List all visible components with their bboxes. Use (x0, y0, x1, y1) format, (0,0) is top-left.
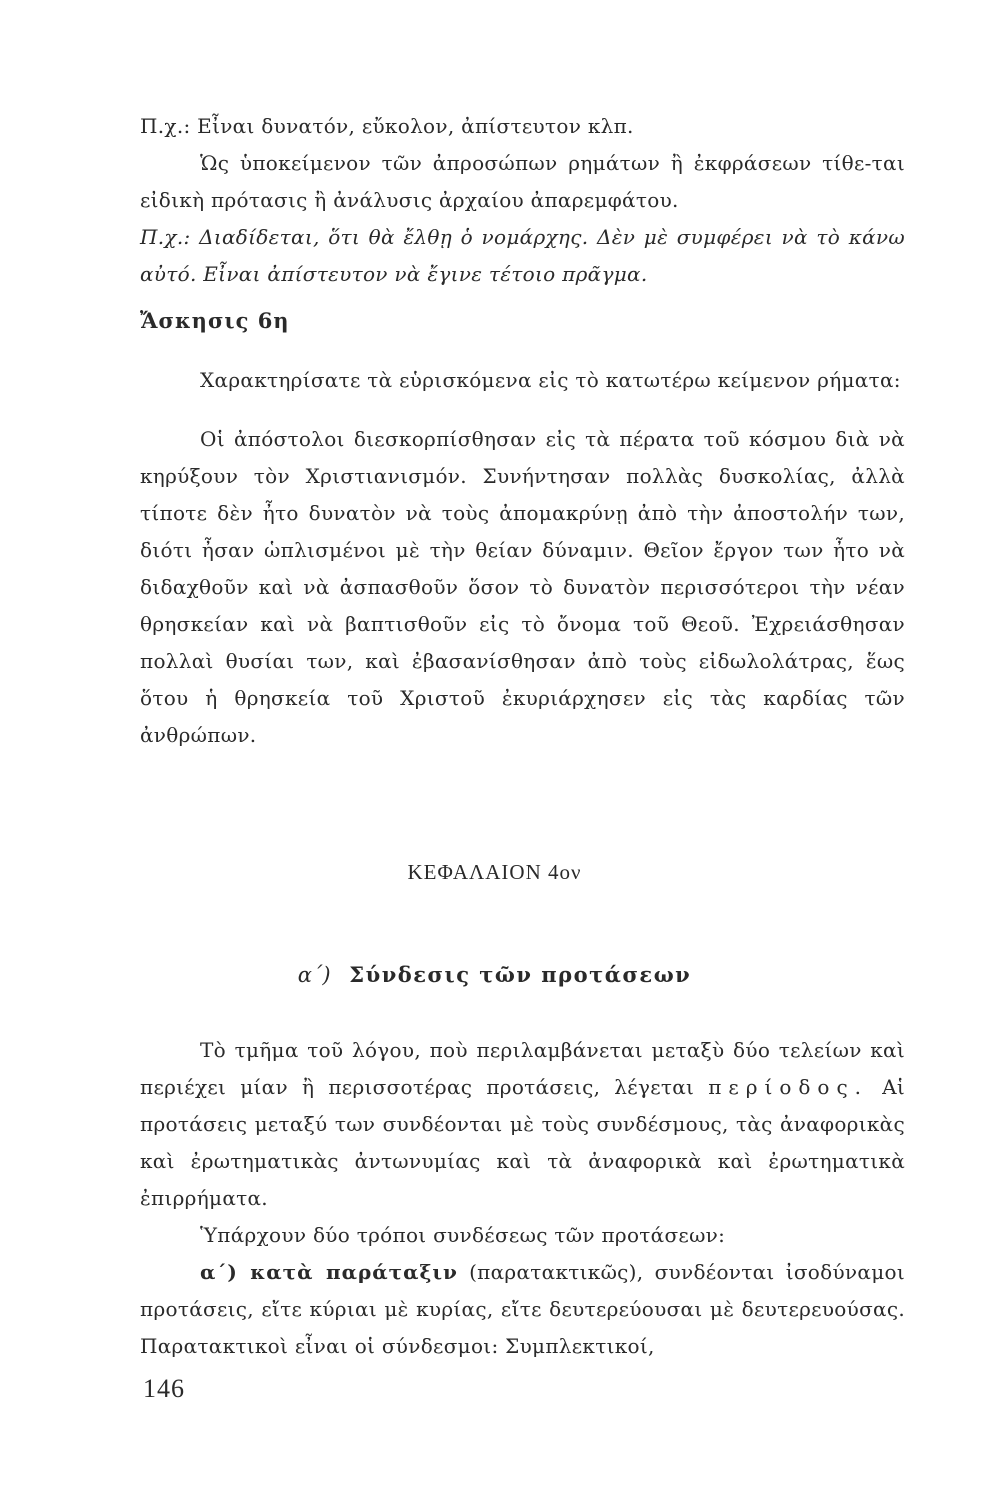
section-label: α΄) (297, 963, 331, 987)
exercise-heading: Ἄσκησις 6η (140, 308, 290, 333)
section-heading: Σύνδεσις τῶν προτάσεων (349, 962, 692, 987)
top-text-block (140, 108, 905, 293)
rule-paragraph: Ὡς ὑποκείμενον τῶν ἀπροσώπων ρημάτων ἢ ἐκφράσεων τίθε-ται εἰδικὴ πρότασις ἢ ἀνάλυσις ἀρχαίου ἀπαρεμφάτου. (140, 151, 905, 212)
example-paragraph: Π.χ.: Διαδίδεται, ὅτι θὰ ἔλθῃ ὁ νομάρχης. Δὲν μὲ συμφέρει νὰ τὸ κάνω αὐτό. Εἶναι ἀπίστευτον νὰ ἔγινε τέτοιο πρᾶγμα. (140, 225, 905, 286)
body-paragraph-1-end: Αἱ προτάσεις μεταξύ των συνδέονται μὲ τοὺς συνδέσμους, τὰς ἀναφορικὰς καὶ ἐρωτηματικὰς ἀντωνυμίας καὶ τὰ ἀναφορικὰ καὶ ἐρωτηματικὰ ἐπιρρήματα. (140, 1075, 905, 1210)
page-number: 146 (143, 1374, 185, 1403)
parataxis-label: α΄) κατὰ παράταξιν (200, 1260, 458, 1284)
body-paragraph-1-start: Τὸ τμῆμα τοῦ λόγου, ποὺ περιλαμβάνεται μεταξὺ δύο τελείων καὶ περιέχει μίαν ἢ περισσοτέρας προτάσεις, λέγεται (140, 1038, 905, 1099)
section-title (0, 962, 989, 987)
body-paragraph-3 (140, 1254, 905, 1365)
exercise-block (140, 362, 905, 754)
example-line: Π.χ.: Εἶναι δυνατόν, εὔκολον, ἀπίστευτον κλπ. (140, 114, 634, 138)
body-text-block (140, 1032, 905, 1365)
chapter-title: ΚΕΦΑΛΑΙΟΝ 4ον (407, 860, 582, 884)
body-paragraph-2: Ὑπάρχουν δύο τρόποι συνδέσεως τῶν προτάσεων: (200, 1223, 726, 1247)
parataxis-text: (παρατακτικῶς), συνδέονται ἰσοδύναμοι προτάσεις, εἴτε κύριαι μὲ κυρίας, εἴτε δευτερεύουσαι μὲ δευτερευούσας. Παρατακτικοὶ εἶναι οἱ σύνδεσμοι: Συμπλεκτικοί, (140, 1260, 905, 1358)
exercise-instruction: Χαρακτηρίσατε τὰ εὑρισκόμενα εἰς τὸ κατωτέρω κείμενον ρήματα: (200, 368, 901, 392)
body-paragraph-1 (140, 1032, 905, 1217)
term-periodos: περίοδος. (708, 1075, 869, 1099)
exercise-text: Οἱ ἀπόστολοι διεσκορπίσθησαν εἰς τὰ πέρατα τοῦ κόσμου διὰ νὰ κηρύξουν τὸν Χριστιανισμόν. Συνήντησαν πολλὰς δυσκολίας, ἀλλὰ τίποτε δὲν ἦτο δυνατὸν νὰ τοὺς ἀπομακρύνῃ ἀπὸ τὴν ἀποστολήν των, διότι ἦσαν ὡπλισμένοι μὲ τὴν θείαν δύναμιν. Θεῖον ἔργον των ἦτο νὰ διδαχθοῦν καὶ νὰ ἀσπασθοῦν ὅσον τὸ δυνατὸν περισσότεροι τὴν νέαν θρησκείαν καὶ νὰ βαπτισθοῦν εἰς τὸ ὄνομα τοῦ Θεοῦ. Ἐχρειάσθησαν πολλαὶ θυσίαι των, καὶ ἐβασανίσθησαν ἀπὸ τοὺς εἰδωλολάτρας, ἕως ὅτου ἡ θρησκεία τοῦ Χριστοῦ ἐκυριάρχησεν εἰς τὰς καρδίας τῶν ἀνθρώπων. (140, 427, 905, 747)
